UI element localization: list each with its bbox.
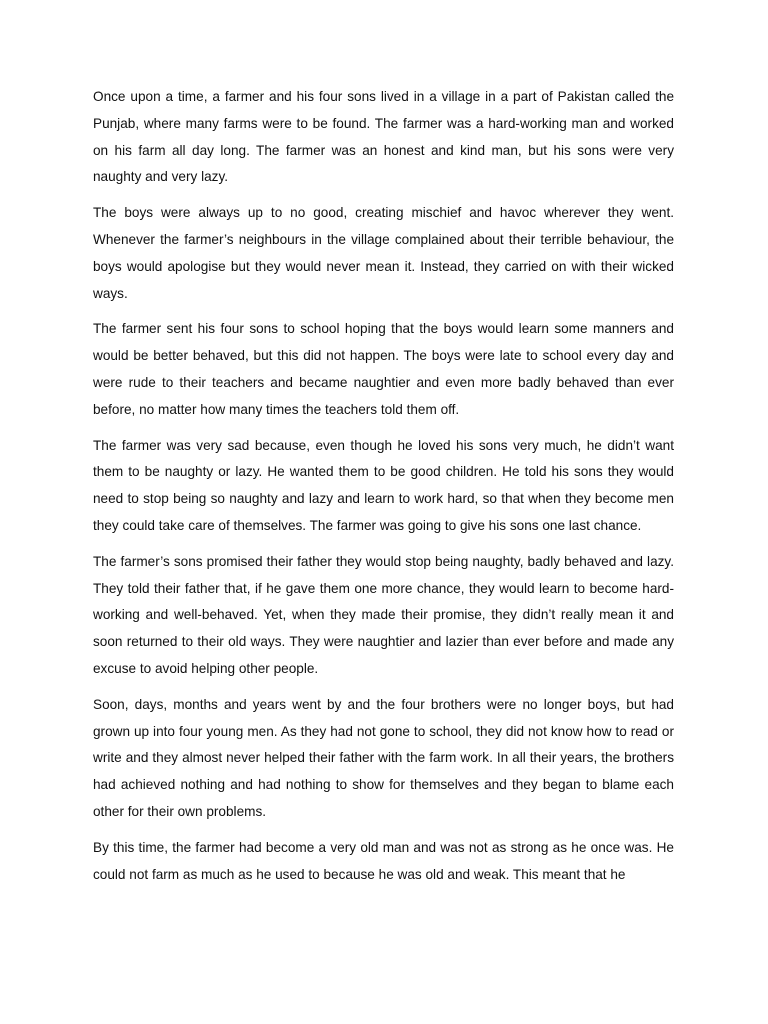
document-page <box>93 84 674 897</box>
paragraph-3: The farmer sent his four sons to school hoping that the boys would learn some manners and would be better behaved, but this did not happen. The boys were late to school every day and were rude to their teachers and became naughtier and even more badly behaved than ever before, no matter how many times the teachers told them off. <box>93 321 674 417</box>
paragraph-4: The farmer was very sad because, even though he loved his sons very much, he didn’t want them to be naughty or lazy. He wanted them to be good children. He told his sons they would need to stop being so naughty and lazy and learn to work hard, so that when they become men they could take care of themselves. The farmer was going to give his sons one last chance. <box>93 437 674 533</box>
paragraph-1: Once upon a time, a farmer and his four sons lived in a village in a part of Pakistan called the Punjab, where many farms were to be found. The farmer was a hard-working man and worked on his farm all day long. The farmer was an honest and kind man, but his sons were very naughty and very lazy. <box>93 89 674 185</box>
paragraph-2: The boys were always up to no good, creating mischief and havoc wherever they went. Whenever the farmer’s neighbours in the village complained about their terrible behaviour, the boys would apologise but they would never mean it. Instead, they carried on with their wicked ways. <box>93 205 674 301</box>
paragraph-7: By this time, the farmer had become a very old man and was not as strong as he once was. He could not farm as much as he used to because he was old and weak. This meant that he <box>93 839 674 882</box>
paragraph-5: The farmer’s sons promised their father they would stop being naughty, badly behaved and lazy. They told their father that, if he gave them one more chance, they would learn to become hard-working and well-behaved. Yet, when they made their promise, they didn’t really mean it and soon returned to their old ways. They were naughtier and lazier than ever before and made any excuse to avoid helping other people. <box>93 553 674 676</box>
paragraph-6: Soon, days, months and years went by and the four brothers were no longer boys, but had grown up into four young men. As they had not gone to school, they did not know how to read or write and they almost never helped their father with the farm work. In all their years, the brothers had achieved nothing and had nothing to show for themselves and they began to blame each other for their own problems. <box>93 696 674 819</box>
